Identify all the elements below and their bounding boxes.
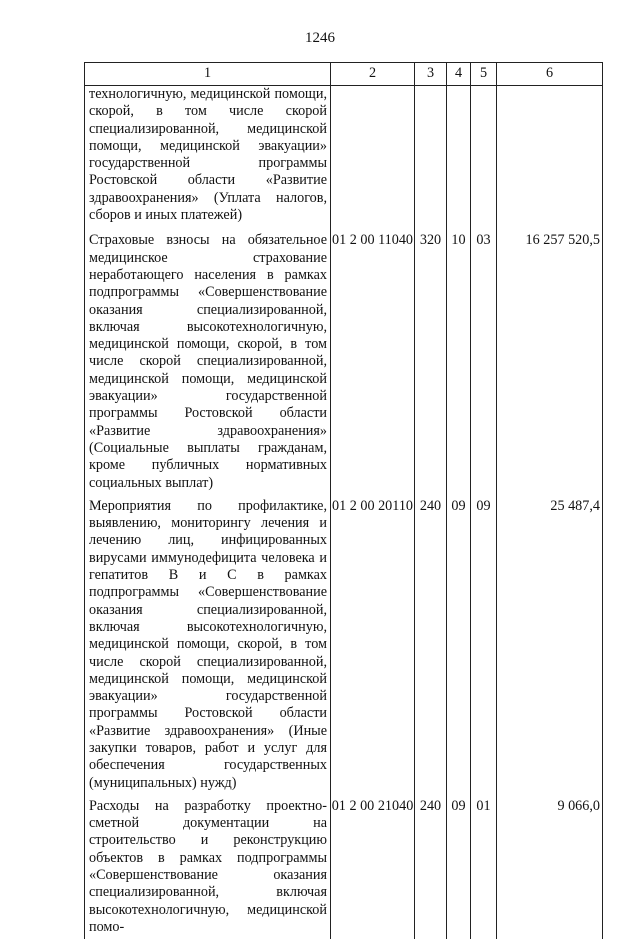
column-header-6: 6 (497, 63, 603, 86)
row-col5: 03 (471, 229, 497, 494)
column-header-5: 5 (471, 63, 497, 86)
row-amount: 25 487,4 (497, 495, 603, 795)
row-col3: 240 (415, 795, 447, 939)
row-amount: 16 257 520,5 (497, 229, 603, 494)
table-row (85, 229, 603, 494)
row-code: 01 2 00 11040 (331, 229, 415, 494)
row-col5 (471, 86, 497, 230)
table-header-row (85, 63, 603, 86)
page-number: 1246 (305, 30, 335, 46)
row-col3: 320 (415, 229, 447, 494)
row-col5: 09 (471, 495, 497, 795)
row-col4: 10 (447, 229, 471, 494)
row-col4: 09 (447, 495, 471, 795)
row-col3 (415, 86, 447, 230)
column-header-1: 1 (85, 63, 331, 86)
row-amount (497, 86, 603, 230)
row-code: 01 2 00 20110 (331, 495, 415, 795)
row-col3: 240 (415, 495, 447, 795)
row-col4 (447, 86, 471, 230)
table-row (85, 795, 603, 939)
row-code: 01 2 00 21040 (331, 795, 415, 939)
row-description: Расходы на разработку проектно-сметной документации на строительство и реконструкцию объектов в рамках подпрограммы «Совершенствование оказания специализированной, включая высокотехнологичную, медицинской помо- (85, 795, 331, 939)
row-col5: 01 (471, 795, 497, 939)
column-header-2: 2 (331, 63, 415, 86)
table-row (85, 86, 603, 230)
column-header-3: 3 (415, 63, 447, 86)
row-description: Страховые взносы на обязательное медицинское страхование неработающего населения в рамках подпрограммы «Совершенствование оказания специализированной, включая высокотехнологичную, медицинской помощи, скорой, в том числе скорой специализированной, медицинской помощи, медицинской эвакуации» государственной программы Ростовской области «Развитие здравоохранения» (Социальные выплаты гражданам, кроме публичных нормативных социальных выплат) (85, 229, 331, 494)
table-row (85, 495, 603, 795)
row-description: Мероприятия по профилактике, выявлению, мониторингу лечения и лечению лиц, инфицированных вирусами иммунодефицита человека и гепатитов B и C в рамках подпрограммы «Совершенствование оказания специализированной, включая высокотехнологичную, медицинской помощи, скорой, в том числе скорой специализированной, медицинской помощи, медицинской эвакуации» государственной программы Ростовской области «Развитие здравоохранения» (Иные закупки товаров, работ и услуг для обеспечения государственных (муниципальных) нужд) (85, 495, 331, 795)
row-col4: 09 (447, 795, 471, 939)
row-amount: 9 066,0 (497, 795, 603, 939)
column-header-4: 4 (447, 63, 471, 86)
row-description: технологичную, медицинской помощи, скорой, в том числе скорой специализированной, медицинской помощи, медицинской эвакуации» государственной программы Ростовской области «Развитие здравоохранения» (Уплата налогов, сборов и иных платежей) (85, 86, 331, 230)
budget-table (84, 62, 603, 939)
row-code (331, 86, 415, 230)
